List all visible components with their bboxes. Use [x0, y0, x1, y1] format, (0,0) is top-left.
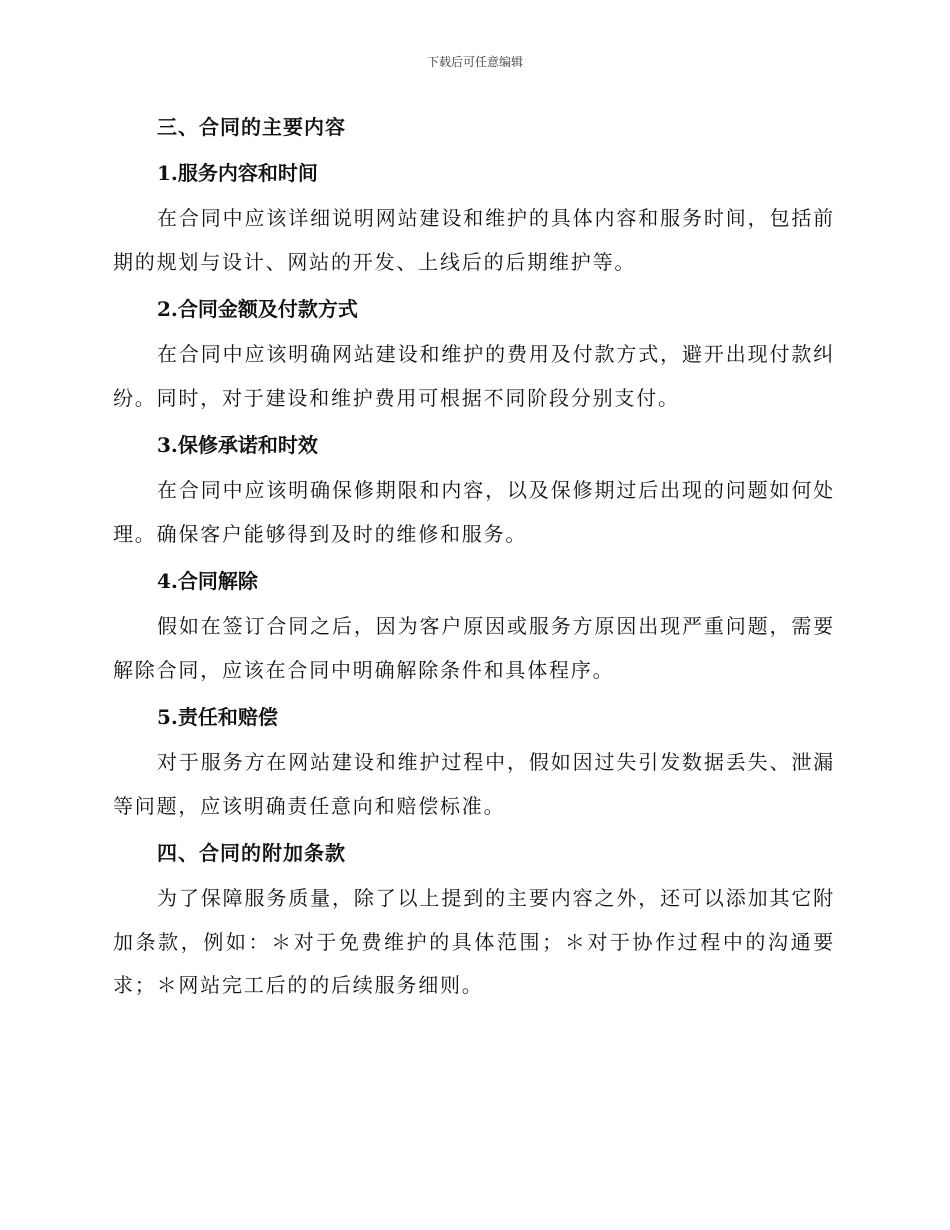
subheading-termination: 4.合同解除: [157, 569, 258, 593]
section-heading-main-content: 三、合同的主要内容: [157, 115, 346, 139]
subheading-liability: 5.责任和赔偿: [157, 705, 278, 729]
subheading-payment: 2.合同金额及付款方式: [157, 297, 358, 321]
paragraph-service-content: 在合同中应该详细说明网站建设和维护的具体内容和服务时间，包括前期的规划与设计、网站的开发、上线后的后期维护等。: [113, 206, 835, 274]
subheading-service-content: 1.服务内容和时间: [157, 161, 318, 185]
paragraph-additional-terms: 为了保障服务质量，除了以上提到的主要内容之外，还可以添加其它附加条款，例如：＊对于免费维护的具体范围；＊对于协作过程中的沟通要求；＊网站完工后的的后续服务细则。: [113, 886, 835, 997]
section-heading-additional-terms: 四、合同的附加条款: [157, 841, 346, 865]
paragraph-warranty: 在合同中应该明确保修期限和内容，以及保修期过后出现的问题如何处理。确保客户能够得到及时的维修和服务。: [113, 478, 835, 546]
paragraph-termination: 假如在签订合同之后，因为客户原因或服务方原因出现严重问题，需要解除合同，应该在合同中明确解除条件和具体程序。: [113, 614, 835, 682]
subheading-warranty: 3.保修承诺和时效: [157, 433, 318, 457]
paragraph-payment: 在合同中应该明确网站建设和维护的费用及付款方式，避开出现付款纠纷。同时，对于建设和维护费用可根据不同阶段分别支付。: [113, 342, 835, 410]
document-body: [113, 104, 835, 1010]
page-header: 下载后可任意编辑: [426, 55, 523, 69]
paragraph-liability: 对于服务方在网站建设和维护过程中，假如因过失引发数据丢失、泄漏等问题，应该明确责任意向和赔偿标准。: [113, 750, 835, 818]
